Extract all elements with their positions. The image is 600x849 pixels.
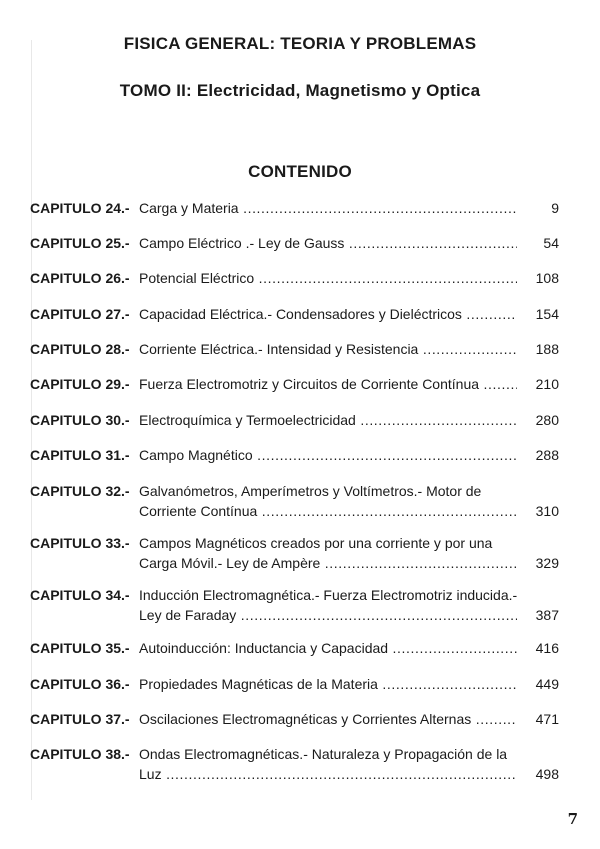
chapter-title-line: Corriente Eléctrica.- Intensidad y Resistencia ..... [139,341,517,357]
chapter-title-line: Luz ..... [139,766,517,782]
chapter-title-line: Carga y Materia ..... [139,200,517,216]
chapter-title [139,585,517,625]
chapter-title-line: Carga Móvil.- Ley de Ampère ..... [139,555,517,571]
chapter-title [139,709,517,729]
page-number: 329 [535,555,559,571]
chapter-number: CAPITULO 26.- [30,270,130,286]
page-number: 310 [535,503,559,519]
book-title: FISICA GENERAL: TEORIA Y PROBLEMAS [123,34,477,53]
page-number: 288 [535,447,559,463]
chapter-title-line: Capacidad Eléctrica.- Condensadores y Dieléctricos ..... [139,306,517,322]
chapter-number: CAPITULO 29.- [30,376,130,392]
chapter-title-line: Galvanómetros, Amperímetros y Voltímetros.- Motor de [139,483,482,499]
chapter-title [139,481,517,521]
chapter-title [139,268,517,288]
chapter-title [139,198,517,218]
page-number: 416 [535,640,559,656]
page-number: 498 [535,766,559,782]
page-number: 280 [535,412,559,428]
chapter-title-line: Ley de Faraday ..... [139,607,517,623]
page-number: 9 [551,200,559,216]
chapter-number: CAPITULO 33.- [30,535,130,551]
chapter-number: CAPITULO 36.- [30,676,130,692]
chapter-title-line: Ondas Electromagnéticas.- Naturaleza y Propagación de la [139,746,508,762]
chapter-number: CAPITULO 28.- [30,341,130,357]
chapter-title-line: Fuerza Electromotriz y Circuitos de Corriente Contínua ..... [139,376,517,392]
chapter-title-line: Corriente Contínua ..... [139,503,517,519]
chapter-number: CAPITULO 32.- [30,483,130,499]
chapter-title-line: Oscilaciones Electromagnéticas y Corrientes Alternas ..... [139,711,517,727]
chapter-title-line: Inducción Electromagnética.- Fuerza Electromotriz inducida.- [139,587,517,603]
page-number: 471 [535,711,559,727]
page-number: 387 [535,607,559,623]
chapter-number: CAPITULO 37.- [30,711,130,727]
chapter-title [139,410,517,430]
chapter-title-line: Campo Eléctrico .- Ley de Gauss ..... [139,235,517,251]
page-number: 188 [535,341,559,357]
chapter-number: CAPITULO 35.- [30,640,130,656]
page-number: 108 [535,270,559,286]
chapter-title [139,304,517,324]
chapter-title [139,638,517,658]
page-folio: 7 [567,810,578,828]
chapter-title-line: Potencial Eléctrico ..... [139,270,517,286]
chapter-title [139,674,517,694]
page-number: 210 [535,376,559,392]
chapter-number: CAPITULO 34.- [30,587,130,603]
chapter-title-line: Electroquímica y Termoelectricidad ..... [139,412,517,428]
contents-heading: CONTENIDO [248,162,352,181]
chapter-number: CAPITULO 38.- [30,746,130,762]
page-number: 449 [535,676,559,692]
chapter-title-line: Propiedades Magnéticas de la Materia ..... [139,676,517,692]
page-number: 154 [535,306,559,322]
chapter-number: CAPITULO 31.- [30,447,130,463]
chapter-title [139,233,517,253]
chapter-title [139,339,517,359]
chapter-title [139,744,517,784]
chapter-number: CAPITULO 27.- [30,306,130,322]
volume-title: TOMO II: Electricidad, Magnetismo y Optica [119,81,481,100]
chapter-number: CAPITULO 25.- [30,235,130,251]
chapter-title-line: Campos Magnéticos creados por una corriente y por una [139,535,493,551]
chapter-title [139,533,517,573]
chapter-title [139,445,517,465]
chapter-title-line: Campo Magnético ..... [139,447,517,463]
chapter-title-line: Autoinducción: Inductancia y Capacidad ..... [139,640,517,656]
chapter-number: CAPITULO 24.- [30,200,130,216]
chapter-title [139,374,517,394]
page-number: 54 [543,235,559,251]
chapter-number: CAPITULO 30.- [30,412,130,428]
